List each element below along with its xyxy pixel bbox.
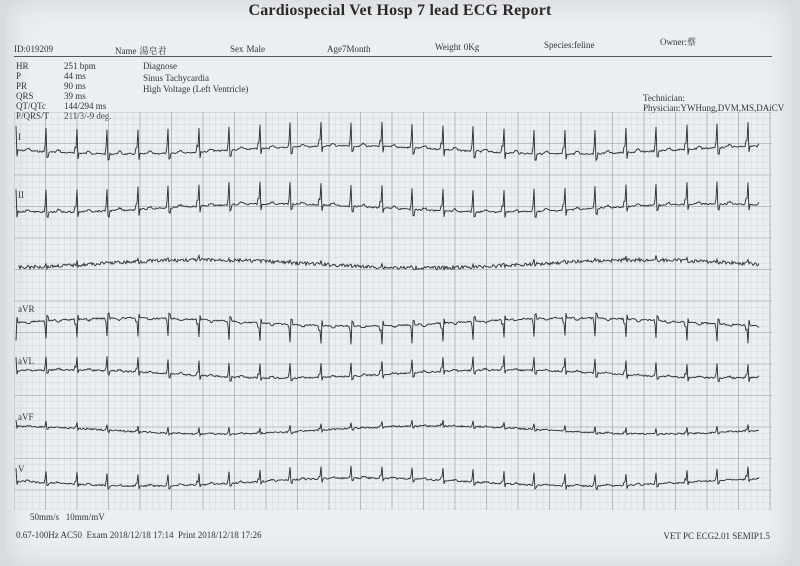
measurement-value: 39 ms: [64, 91, 86, 101]
diagnose-line-2: High Voltage (Left Ventricle): [143, 84, 249, 94]
owner-value: 蔡: [687, 37, 697, 47]
measurement-value: 44 ms: [64, 71, 86, 81]
species-value: feline: [574, 40, 595, 50]
report-title: Cardiospecial Vet Hosp 7 lead ECG Report: [248, 2, 552, 19]
species-label: Species: [544, 40, 572, 50]
age-label: Age: [327, 44, 342, 54]
device-info: VET PC ECG2.01 SEMIP1.5: [663, 531, 770, 541]
patient-id: [14, 44, 53, 54]
physician-label: Physician:: [643, 103, 681, 113]
exam-label: Exam: [86, 530, 108, 540]
lead-label: II: [18, 190, 24, 200]
ecg-strip-chart: [14, 112, 772, 510]
measurement-label: P: [16, 71, 22, 81]
measurement-value: 251 bpm: [64, 61, 96, 71]
patient-owner: [660, 35, 696, 48]
id-label: ID:: [14, 44, 26, 54]
calibration-info: [30, 512, 105, 522]
age-value: 7Month: [342, 44, 371, 54]
measurement-label: QT/QTc: [16, 101, 46, 111]
weight-value: 0Kg: [463, 42, 480, 52]
header-divider: [14, 56, 772, 57]
gain: 10mm/mV: [65, 512, 105, 522]
lead-label: V: [18, 464, 25, 474]
physician-value: YWHung,DVM,MS,DAiCV: [680, 103, 785, 113]
owner-sep: :: [684, 37, 688, 47]
print-label: Print: [178, 530, 196, 540]
name-label: Name: [115, 46, 137, 56]
patient-age: [327, 44, 371, 54]
lead-label: aVL: [18, 356, 34, 366]
species-sep: :: [571, 40, 575, 50]
sex-value: Male: [246, 44, 265, 54]
paper-speed: 50mm/s: [30, 512, 60, 522]
weight-label: Weight: [435, 42, 461, 52]
diagnose-heading: Diagnose: [143, 61, 177, 71]
exam-time: 2018/12/18 17:14: [109, 530, 174, 540]
measurement-value: 211/3/-9 deg.: [64, 111, 112, 121]
diagnose-line-1: Sinus Tachycardia: [143, 73, 209, 83]
owner-label: Owner: [660, 37, 685, 47]
filter-setting: 0.67-100Hz AC50: [16, 530, 82, 540]
patient-sex: [230, 44, 265, 54]
lead-label: I: [18, 132, 21, 142]
name-value: 湯皂君: [139, 46, 167, 56]
measurement-label: QRS: [16, 91, 34, 101]
ecg-grid-area: [14, 112, 772, 510]
print-time: 2018/12/18 17:26: [197, 530, 262, 540]
technician-label: Technician:: [643, 93, 685, 103]
measurement-label: PR: [16, 81, 28, 91]
patient-weight: [435, 42, 479, 52]
id-value: 019209: [26, 44, 53, 54]
measurement-value: 144/294 ms: [64, 101, 107, 111]
measurement-value: 90 ms: [64, 81, 86, 91]
exam-info: [16, 530, 262, 540]
measurement-label: HR: [16, 61, 29, 71]
ecg-trace-lead-3: [18, 255, 759, 269]
lead-label: aVF: [18, 412, 34, 422]
measurement-label: P/QRS/T: [16, 111, 50, 121]
sex-label: Sex: [230, 44, 244, 54]
lead-label: aVR: [18, 304, 35, 314]
patient-species: [544, 40, 595, 50]
